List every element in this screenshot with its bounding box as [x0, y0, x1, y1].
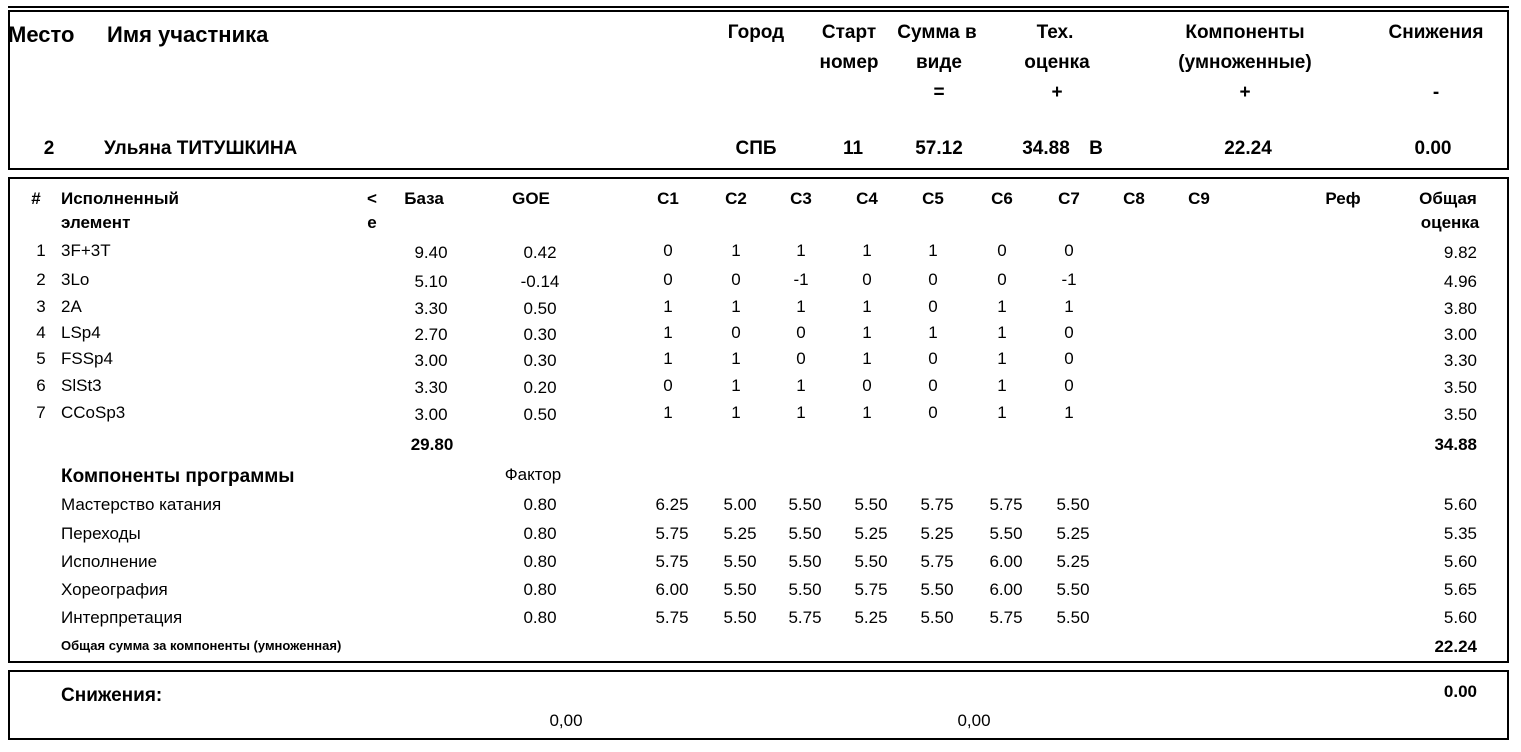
- component-judge-mark: 5.50: [723, 580, 757, 599]
- col-base-header: База: [404, 189, 444, 208]
- element-base: 9.40: [414, 243, 448, 262]
- element-judge-mark: 0: [928, 376, 938, 395]
- element-number: 5: [36, 349, 46, 368]
- component-factor: 0.80: [523, 608, 557, 627]
- deductions-total: 0.00: [1443, 682, 1477, 701]
- col-num-header: #: [31, 189, 41, 208]
- element-judge-mark: 1: [731, 241, 741, 260]
- element-judge-mark: 1: [862, 403, 872, 422]
- element-score: 3.00: [1443, 325, 1477, 344]
- skater-place: 2: [43, 138, 55, 159]
- elements-base-total: 29.80: [410, 435, 454, 454]
- element-goe: 0.50: [523, 299, 557, 318]
- element-judge-mark: 0: [997, 270, 1007, 289]
- element-judge-mark: 0: [1064, 241, 1074, 260]
- element-goe: 0.42: [523, 243, 557, 262]
- component-name: Интерпретация: [61, 608, 183, 627]
- component-judge-mark: 5.50: [788, 524, 822, 543]
- components-total-label: Общая сумма за компоненты (умноженная): [61, 638, 342, 653]
- element-goe: 0.20: [523, 378, 557, 397]
- element-base: 3.00: [414, 351, 448, 370]
- col-judge-header: С2: [725, 189, 747, 208]
- element-judge-mark: 0: [663, 270, 673, 289]
- element-judge-mark: 0: [928, 403, 938, 422]
- element-judge-mark: 1: [796, 241, 806, 260]
- col-start-header-1: Старт: [821, 22, 877, 43]
- col-sum-header-2: виде: [916, 52, 962, 73]
- component-factor: 0.80: [523, 580, 557, 599]
- component-score: 5.35: [1443, 524, 1477, 543]
- col-comp-header-1: Компоненты: [1185, 22, 1305, 43]
- element-judge-mark: 0: [663, 376, 673, 395]
- col-judge-header: С9: [1188, 189, 1210, 208]
- components-total: 22.24: [1434, 637, 1477, 656]
- component-judge-mark: 6.00: [989, 580, 1023, 599]
- col-place-header: Место: [8, 22, 75, 47]
- element-judge-mark: 1: [731, 297, 741, 316]
- element-name: 3Lo: [61, 270, 90, 289]
- component-judge-mark: 5.00: [723, 495, 757, 514]
- element-judge-mark: 0: [997, 241, 1007, 260]
- component-judge-mark: 5.75: [655, 608, 689, 627]
- skater-city: СПБ: [735, 138, 777, 159]
- col-tech-header-2: оценка: [1024, 52, 1090, 73]
- skater-components: 22.24: [1224, 138, 1272, 159]
- col-score-header-1: Общая: [1419, 189, 1477, 208]
- col-judge-header: С5: [922, 189, 944, 208]
- component-judge-mark: 5.50: [920, 608, 954, 627]
- element-judge-mark: -1: [1061, 270, 1077, 289]
- col-deductions-header: Снижения: [1388, 22, 1484, 43]
- component-judge-mark: 5.50: [1056, 495, 1090, 514]
- element-base: 3.00: [414, 405, 448, 424]
- element-judge-mark: 1: [663, 297, 673, 316]
- component-factor: 0.80: [523, 552, 557, 571]
- col-deductions-header-sign: -: [1432, 82, 1440, 103]
- element-judge-mark: 0: [1064, 349, 1074, 368]
- col-comp-header-2: (умноженные): [1178, 52, 1312, 73]
- element-judge-mark: 1: [1064, 297, 1074, 316]
- col-element-header-2: элемент: [61, 213, 131, 232]
- element-base: 3.30: [414, 299, 448, 318]
- element-score: 4.96: [1443, 272, 1477, 291]
- element-name: CCoSp3: [61, 403, 126, 422]
- element-score: 3.50: [1443, 405, 1477, 424]
- element-judge-mark: 1: [862, 241, 872, 260]
- components-factor-header: Фактор: [504, 465, 562, 484]
- col-name-header: Имя участника: [107, 22, 269, 47]
- col-comp-header-3: +: [1239, 82, 1251, 103]
- element-goe: 0.50: [523, 405, 557, 424]
- component-judge-mark: 5.50: [723, 608, 757, 627]
- component-judge-mark: 5.50: [989, 524, 1023, 543]
- skater-deductions: 0.00: [1414, 138, 1452, 159]
- element-name: 3F+3T: [61, 241, 111, 260]
- col-ref-header: Реф: [1325, 189, 1361, 208]
- component-judge-mark: 6.25: [655, 495, 689, 514]
- element-judge-mark: 0: [796, 323, 806, 342]
- skater-tech-flag: B: [1089, 138, 1103, 159]
- component-judge-mark: 5.25: [854, 608, 888, 627]
- elements-box: [8, 177, 1509, 663]
- col-judge-header: С8: [1123, 189, 1145, 208]
- element-judge-mark: 0: [1064, 323, 1074, 342]
- col-start-header-2: номер: [819, 52, 879, 73]
- col-info-header-2: e: [367, 213, 377, 232]
- col-score-header-2: оценка: [1420, 213, 1480, 232]
- element-base: 5.10: [414, 272, 448, 291]
- col-element-header-1: Исполненный: [61, 189, 179, 208]
- col-tech-header-1: Тех.: [1036, 22, 1074, 43]
- component-name: Исполнение: [61, 552, 158, 571]
- component-judge-mark: 5.75: [920, 552, 954, 571]
- component-judge-mark: 5.75: [989, 608, 1023, 627]
- element-judge-mark: 1: [862, 297, 872, 316]
- top-rule: [8, 6, 1509, 8]
- deductions-value-b: 0,00: [957, 711, 991, 730]
- element-judge-mark: -1: [793, 270, 809, 289]
- elements-score-total: 34.88: [1434, 435, 1477, 454]
- element-score: 3.30: [1443, 351, 1477, 370]
- element-judge-mark: 1: [1064, 403, 1074, 422]
- element-judge-mark: 0: [663, 241, 673, 260]
- element-score: 3.80: [1443, 299, 1477, 318]
- element-judge-mark: 1: [663, 403, 673, 422]
- element-judge-mark: 1: [997, 323, 1007, 342]
- element-name: LSp4: [61, 323, 101, 342]
- component-factor: 0.80: [523, 495, 557, 514]
- component-judge-mark: 5.25: [920, 524, 954, 543]
- element-score: 3.50: [1443, 378, 1477, 397]
- element-name: 2A: [61, 297, 82, 316]
- element-number: 2: [36, 270, 46, 289]
- component-judge-mark: 5.75: [788, 608, 822, 627]
- element-goe: 0.30: [523, 351, 557, 370]
- component-judge-mark: 5.50: [854, 552, 888, 571]
- element-number: 4: [36, 323, 46, 342]
- element-judge-mark: 1: [731, 349, 741, 368]
- component-judge-mark: 6.00: [989, 552, 1023, 571]
- element-goe: -0.14: [520, 272, 560, 291]
- component-judge-mark: 5.75: [655, 524, 689, 543]
- col-judge-header: С4: [856, 189, 878, 208]
- element-judge-mark: 1: [862, 323, 872, 342]
- component-judge-mark: 5.50: [788, 495, 822, 514]
- element-judge-mark: 0: [862, 270, 872, 289]
- element-number: 3: [36, 297, 46, 316]
- element-judge-mark: 1: [663, 323, 673, 342]
- element-judge-mark: 1: [796, 376, 806, 395]
- element-judge-mark: 0: [928, 297, 938, 316]
- element-number: 1: [36, 241, 46, 260]
- skater-name: Ульяна ТИТУШКИНА: [104, 138, 298, 159]
- component-score: 5.60: [1443, 495, 1477, 514]
- component-score: 5.60: [1443, 552, 1477, 571]
- element-judge-mark: 0: [928, 270, 938, 289]
- col-tech-header-3: +: [1051, 82, 1063, 103]
- col-judge-header: С1: [657, 189, 679, 208]
- element-judge-mark: 0: [731, 270, 741, 289]
- element-judge-mark: 1: [796, 297, 806, 316]
- col-judge-header: С3: [790, 189, 812, 208]
- element-base: 3.30: [414, 378, 448, 397]
- skater-tech-score: 34.88: [1022, 138, 1070, 159]
- deductions-value-a: 0,00: [549, 711, 583, 730]
- component-judge-mark: 5.50: [1056, 580, 1090, 599]
- component-judge-mark: 5.50: [723, 552, 757, 571]
- element-judge-mark: 0: [796, 349, 806, 368]
- col-judge-header: С7: [1058, 189, 1080, 208]
- component-judge-mark: 5.25: [854, 524, 888, 543]
- element-judge-mark: 0: [928, 349, 938, 368]
- col-judge-header: С6: [991, 189, 1013, 208]
- element-judge-mark: 0: [731, 323, 741, 342]
- component-judge-mark: 5.75: [655, 552, 689, 571]
- component-score: 5.60: [1443, 608, 1477, 627]
- col-info-header-1: <: [367, 189, 377, 208]
- element-judge-mark: 1: [997, 376, 1007, 395]
- element-number: 6: [36, 376, 46, 395]
- component-judge-mark: 5.25: [723, 524, 757, 543]
- component-name: Переходы: [61, 524, 141, 543]
- element-judge-mark: 1: [862, 349, 872, 368]
- component-judge-mark: 5.75: [989, 495, 1023, 514]
- element-score: 9.82: [1443, 243, 1477, 262]
- element-judge-mark: 0: [1064, 376, 1074, 395]
- element-goe: 0.30: [523, 325, 557, 344]
- element-number: 7: [36, 403, 46, 422]
- element-judge-mark: 1: [997, 297, 1007, 316]
- skater-total: 57.12: [915, 138, 963, 159]
- element-judge-mark: 1: [928, 241, 938, 260]
- element-judge-mark: 1: [997, 349, 1007, 368]
- component-name: Мастерство катания: [61, 495, 222, 514]
- element-judge-mark: 1: [663, 349, 673, 368]
- skater-start-number: 11: [842, 138, 864, 159]
- component-judge-mark: 5.50: [788, 580, 822, 599]
- component-judge-mark: 5.75: [854, 580, 888, 599]
- col-city-header: Город: [727, 22, 785, 43]
- deductions-title: Снижения:: [61, 685, 163, 706]
- components-title: Компоненты программы: [61, 466, 295, 487]
- element-judge-mark: 1: [796, 403, 806, 422]
- col-sum-header-3: =: [933, 82, 945, 103]
- component-judge-mark: 5.50: [1056, 608, 1090, 627]
- component-judge-mark: 5.75: [920, 495, 954, 514]
- component-judge-mark: 5.25: [1056, 524, 1090, 543]
- element-judge-mark: 1: [997, 403, 1007, 422]
- component-judge-mark: 5.50: [854, 495, 888, 514]
- col-goe-header: GOE: [512, 189, 550, 208]
- deductions-box: [8, 670, 1509, 740]
- component-name: Хореография: [61, 580, 168, 599]
- element-name: SlSt3: [61, 376, 102, 395]
- col-sum-header-1: Сумма в: [897, 22, 977, 43]
- component-factor: 0.80: [523, 524, 557, 543]
- element-name: FSSp4: [61, 349, 113, 368]
- component-judge-mark: 5.25: [1056, 552, 1090, 571]
- component-judge-mark: 6.00: [655, 580, 689, 599]
- element-judge-mark: 1: [731, 403, 741, 422]
- component-score: 5.65: [1443, 580, 1477, 599]
- component-judge-mark: 5.50: [788, 552, 822, 571]
- element-judge-mark: 1: [928, 323, 938, 342]
- element-judge-mark: 1: [731, 376, 741, 395]
- component-judge-mark: 5.50: [920, 580, 954, 599]
- element-base: 2.70: [414, 325, 448, 344]
- element-judge-mark: 0: [862, 376, 872, 395]
